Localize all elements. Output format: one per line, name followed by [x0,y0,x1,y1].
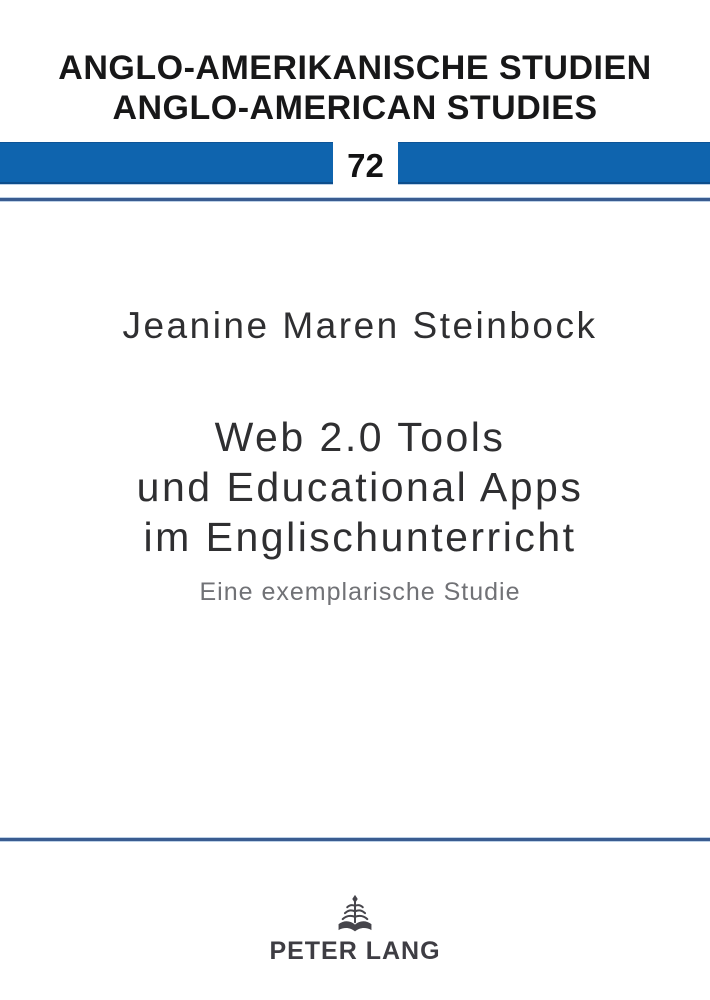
series-title-line-german: ANGLO-AMERIKANISCHE STUDIEN [58,49,652,87]
book-title-line: im Englischunterricht [143,514,577,560]
publisher-logo [0,894,710,936]
book-title [10,412,710,562]
series-band-right-segment [398,142,710,184]
tree-over-open-book-icon [334,894,376,936]
series-title-line-english: ANGLO-AMERICAN STUDIES [112,89,598,127]
book-title-line: Web 2.0 Tools [214,414,506,460]
top-divider-rule [0,198,710,201]
series-title [0,48,710,128]
bottom-divider-rule [0,838,710,841]
author-name: Jeanine Maren Steinbock [122,305,598,346]
series-band [0,142,710,184]
series-band-left-segment [0,142,333,184]
book-title-line: und Educational Apps [136,464,584,510]
book-subtitle: Eine exemplarische Studie [199,578,521,606]
publisher-wordmark: PETER LANG [269,937,441,965]
series-volume-number: 72 [347,147,384,184]
